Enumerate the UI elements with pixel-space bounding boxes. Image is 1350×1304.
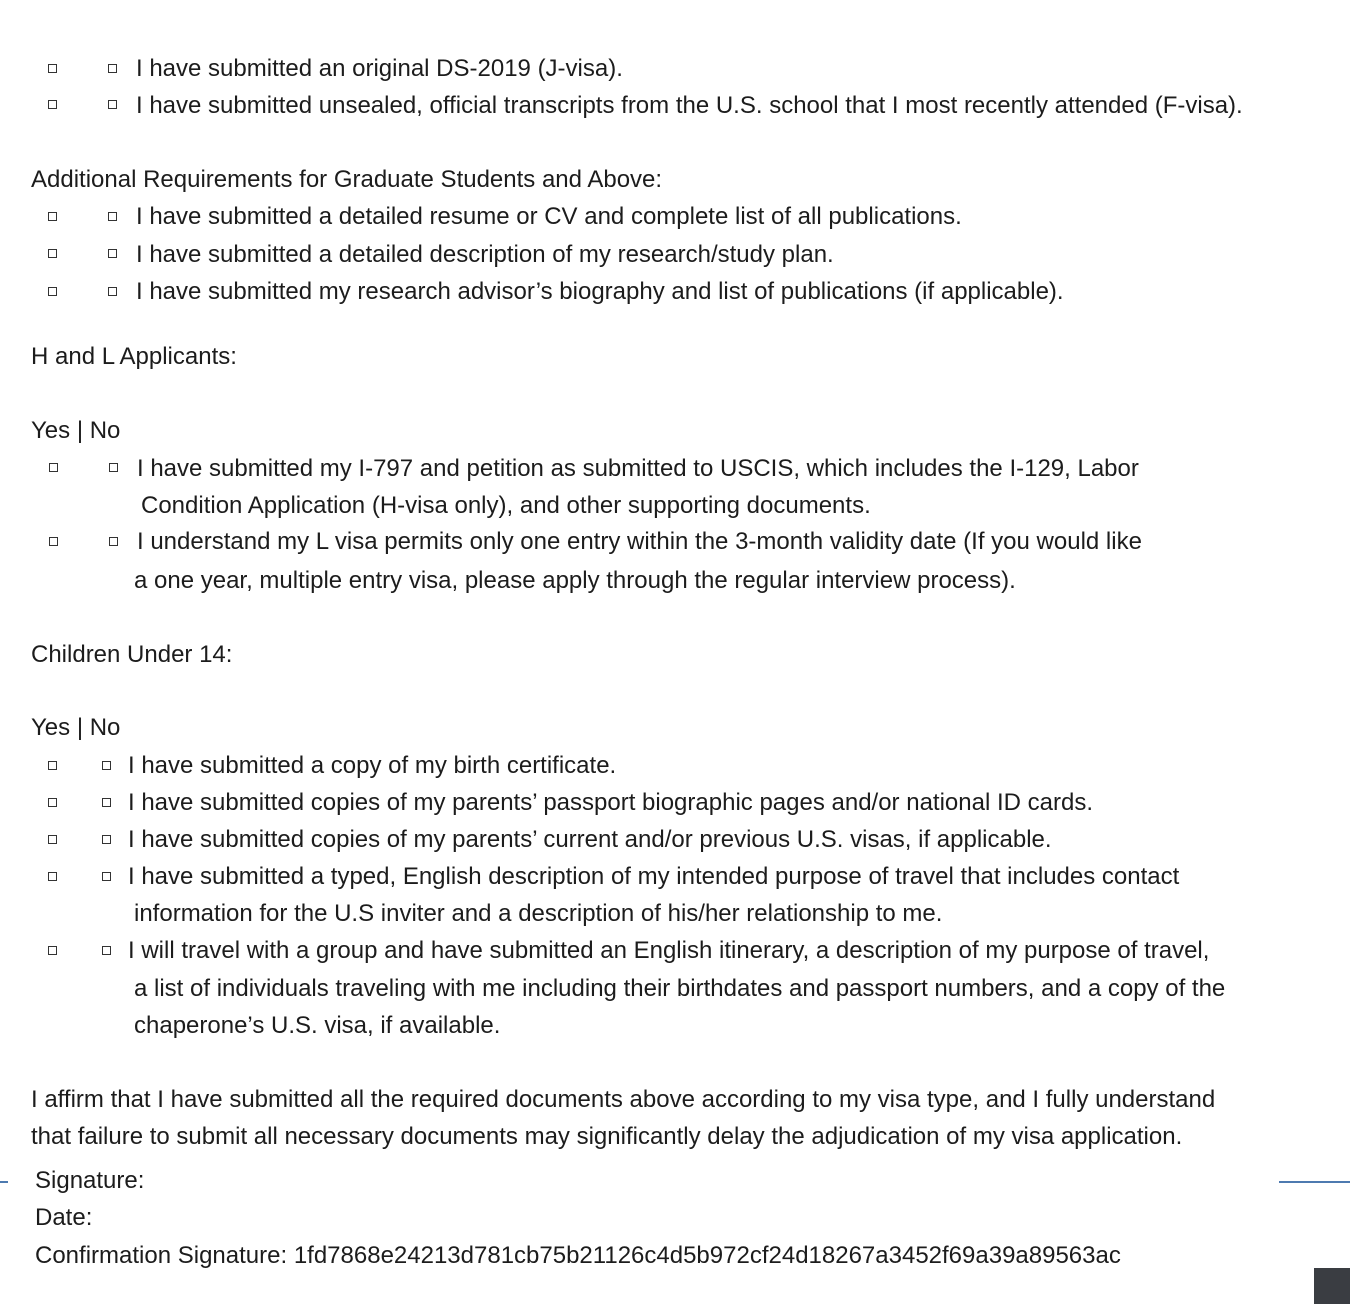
no-checkbox[interactable] [102, 798, 111, 807]
no-checkbox[interactable] [108, 287, 117, 296]
yes-no-header: Yes | No [31, 714, 121, 741]
checklist-item-text: I understand my L visa permits only one entry within the 3-month validity date (If you would like [137, 528, 1142, 555]
yes-checkbox[interactable] [48, 835, 57, 844]
affirmation-line: I affirm that I have submitted all the required documents above according to my visa type, and I fully understand [31, 1086, 1216, 1113]
no-checkbox[interactable] [102, 761, 111, 770]
no-checkbox[interactable] [102, 946, 111, 955]
yes-checkbox[interactable] [48, 64, 57, 73]
checklist-item-text: I have submitted copies of my parents’ current and/or previous U.S. visas, if applicable. [128, 826, 1052, 853]
yes-checkbox[interactable] [49, 463, 58, 472]
section-heading: H and L Applicants: [31, 343, 237, 370]
no-checkbox[interactable] [102, 835, 111, 844]
yes-checkbox[interactable] [49, 537, 58, 546]
confirmation-label: Confirmation Signature: [35, 1242, 288, 1269]
no-checkbox[interactable] [108, 249, 117, 258]
no-checkbox[interactable] [109, 537, 118, 546]
checklist-item-continuation: a one year, multiple entry visa, please apply through the regular interview process). [134, 567, 1016, 594]
yes-checkbox[interactable] [48, 287, 57, 296]
yes-no-header: Yes | No [31, 417, 121, 444]
section-heading: Children Under 14: [31, 641, 233, 668]
signature-rule-left [0, 1181, 8, 1183]
no-checkbox[interactable] [109, 463, 118, 472]
confirmation-signature [35, 1241, 1121, 1271]
section-heading: Additional Requirements for Graduate Students and Above: [31, 166, 663, 193]
checklist-item-text: I have submitted a detailed description of my research/study plan. [136, 241, 834, 268]
checklist-item-text: I have submitted a detailed resume or CV and complete list of all publications. [136, 203, 962, 230]
yes-checkbox[interactable] [48, 212, 57, 221]
checklist-item-text: I have submitted a copy of my birth certificate. [128, 752, 617, 779]
checklist-item-text: I have submitted unsealed, official transcripts from the U.S. school that I most recently attended (F-visa). [136, 92, 1243, 119]
yes-checkbox[interactable] [48, 100, 57, 109]
no-checkbox[interactable] [108, 64, 117, 73]
no-checkbox[interactable] [108, 212, 117, 221]
yes-checkbox[interactable] [48, 872, 57, 881]
corner-widget[interactable] [1314, 1268, 1350, 1304]
checklist-item-continuation: chaperone’s U.S. visa, if available. [134, 1012, 501, 1039]
signature-label: Signature: [35, 1167, 145, 1194]
yes-checkbox[interactable] [48, 249, 57, 258]
confirmation-value: 1fd7868e24213d781cb75b21126c4d5b972cf24d18267a3452f69a39a89563ac [293, 1242, 1121, 1269]
yes-checkbox[interactable] [48, 798, 57, 807]
checklist-item-continuation: a list of individuals traveling with me including their birthdates and passport numbers, and a copy of the [134, 975, 1226, 1002]
checklist-item-text: I have submitted a typed, English description of my intended purpose of travel that includes contact [128, 863, 1180, 890]
checklist-item-text: I have submitted my I-797 and petition as submitted to USCIS, which includes the I-129, Labor [137, 455, 1139, 482]
checklist-item-text: I have submitted copies of my parents’ passport biographic pages and/or national ID cards. [128, 789, 1093, 816]
date-label: Date: [35, 1204, 93, 1231]
checklist-item-continuation: information for the U.S inviter and a description of his/her relationship to me. [134, 900, 943, 927]
no-checkbox[interactable] [102, 872, 111, 881]
checklist-item-text: I have submitted my research advisor’s biography and list of publications (if applicable). [136, 278, 1064, 305]
no-checkbox[interactable] [108, 100, 117, 109]
yes-checkbox[interactable] [48, 946, 57, 955]
checklist-item-text: I will travel with a group and have submitted an English itinerary, a description of my purpose of travel, [128, 937, 1210, 964]
checklist-item-continuation: Condition Application (H-visa only), and other supporting documents. [141, 492, 871, 519]
affirmation-line: that failure to submit all necessary documents may significantly delay the adjudication of my visa application. [31, 1123, 1183, 1150]
yes-checkbox[interactable] [48, 761, 57, 770]
signature-rule-right [1279, 1181, 1350, 1183]
checklist-item-text: I have submitted an original DS-2019 (J-visa). [136, 55, 623, 82]
